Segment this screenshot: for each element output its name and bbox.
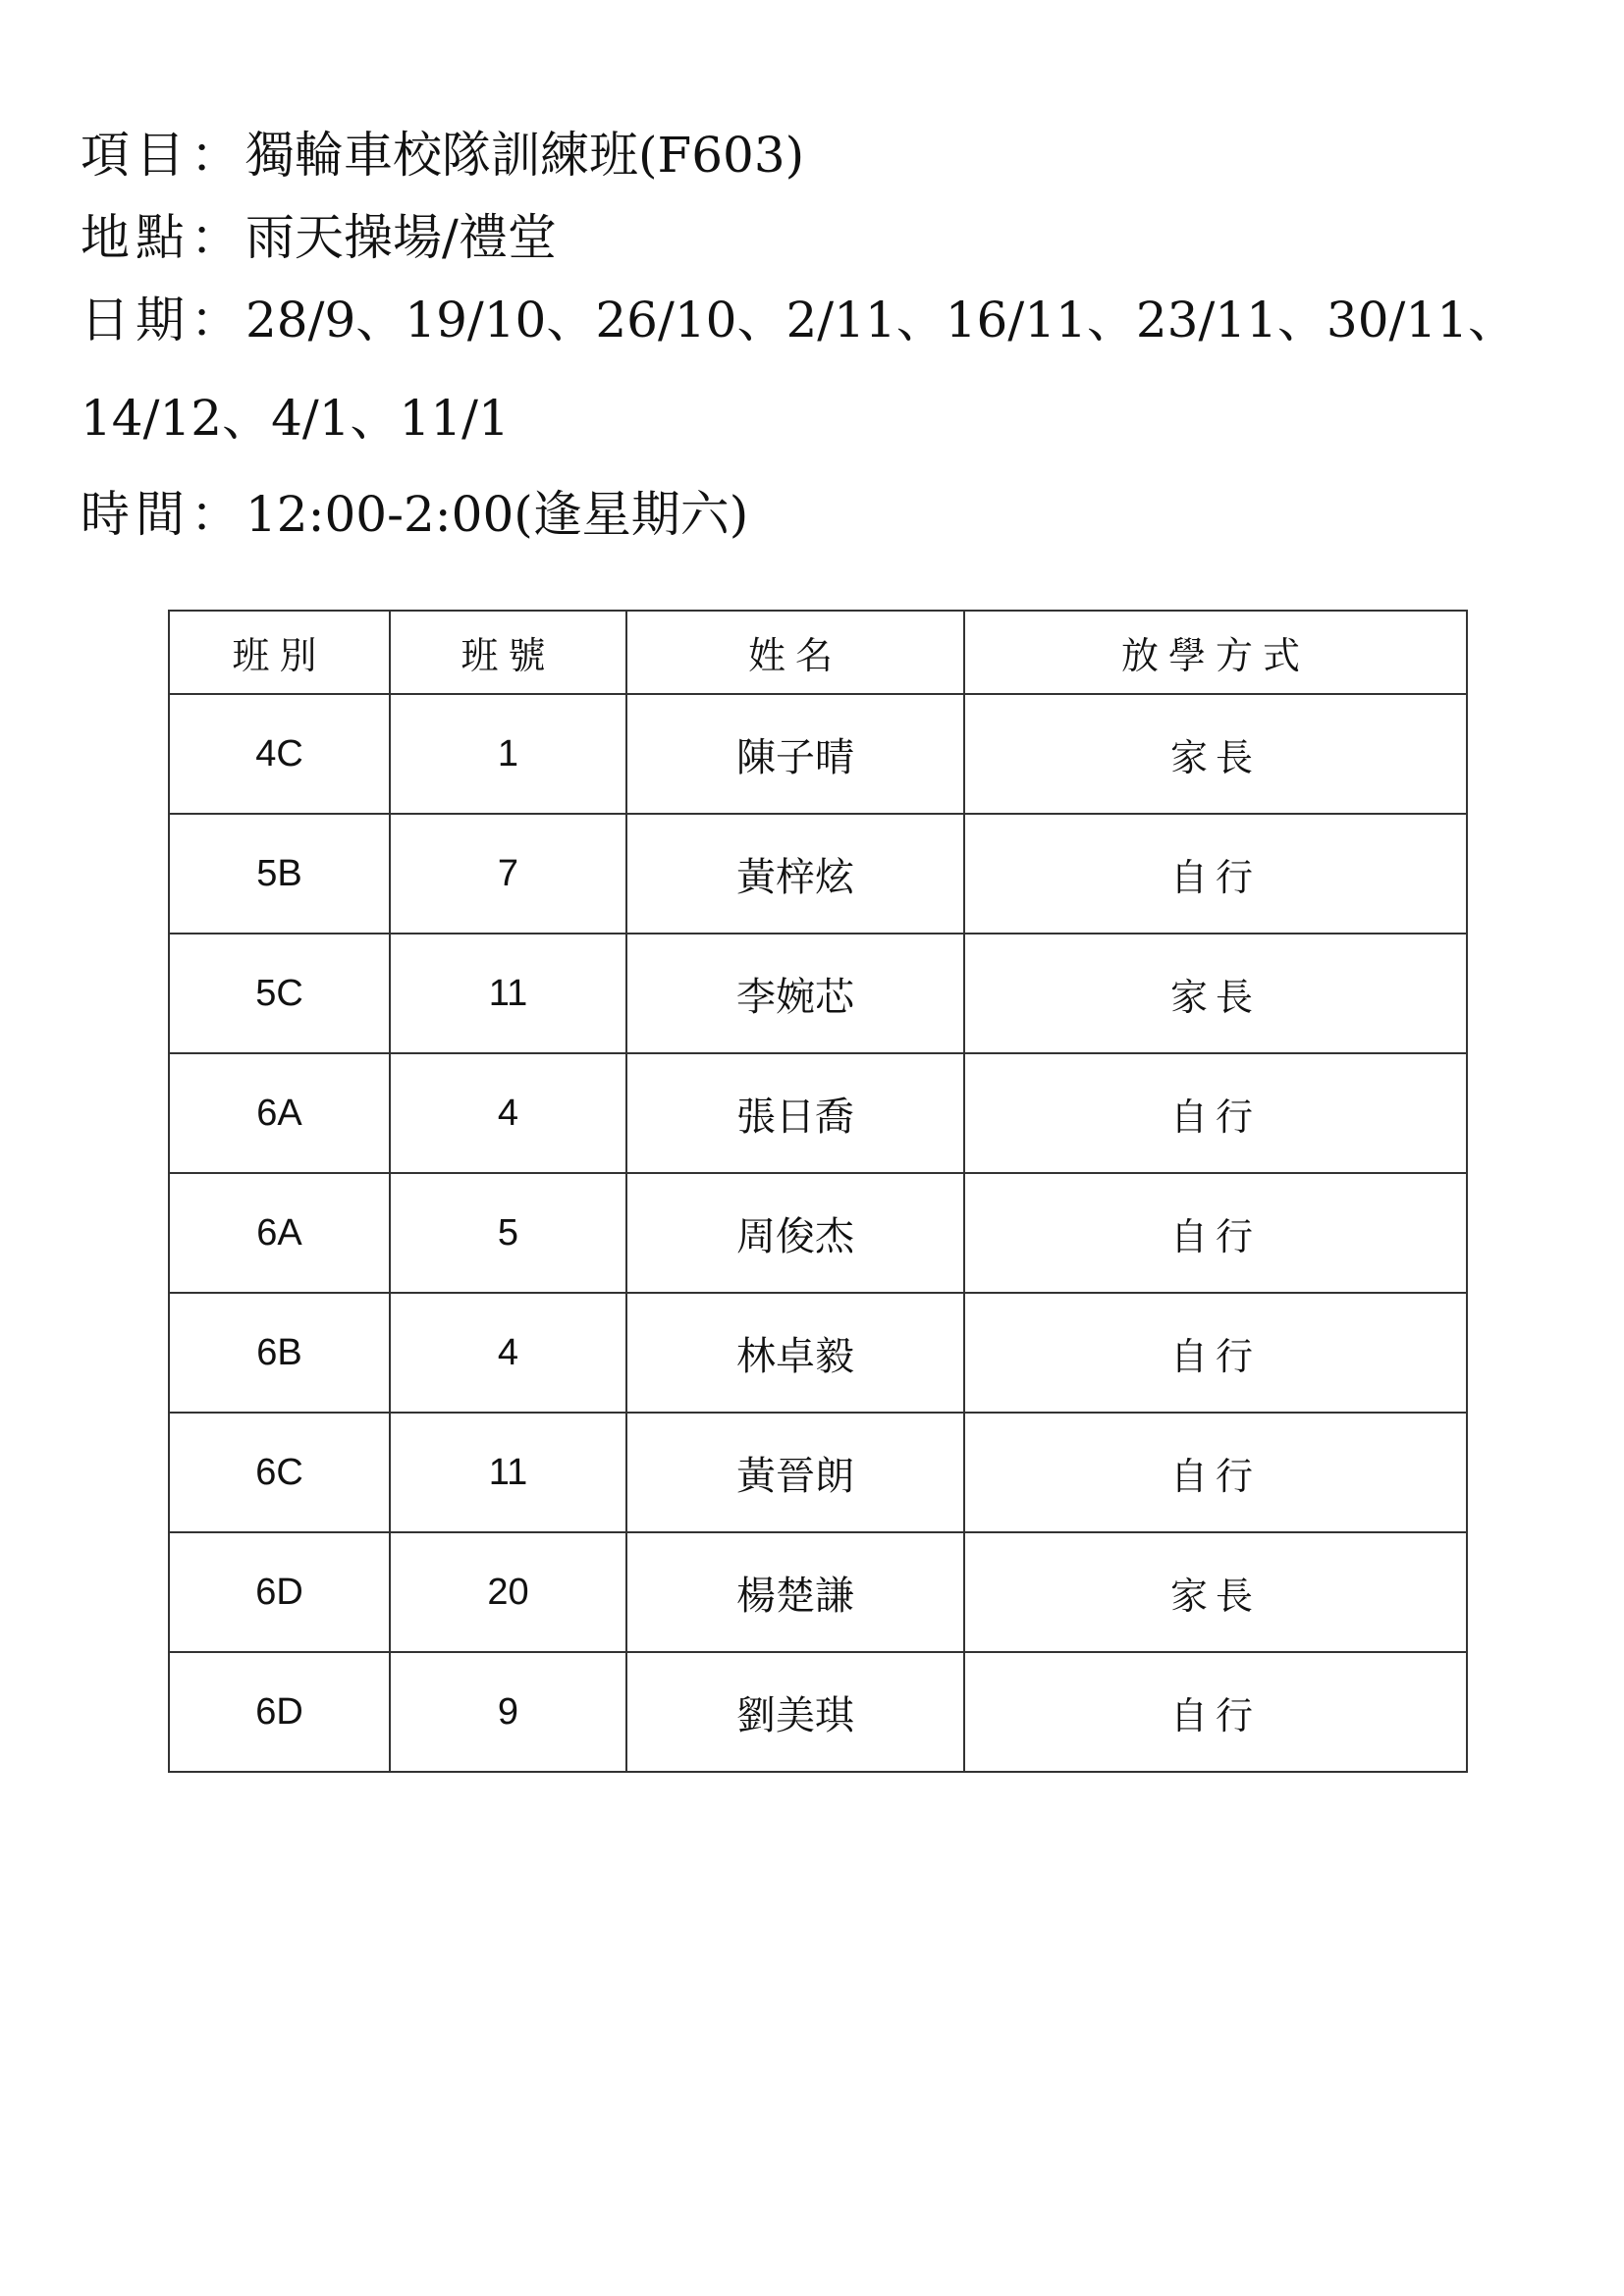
table-row xyxy=(169,1532,1467,1652)
table-row xyxy=(169,1293,1467,1413)
cell-number: 4 xyxy=(390,1053,626,1173)
cell-dismissal: 自行 xyxy=(964,1173,1467,1293)
location-value: 雨天操場/禮堂 xyxy=(245,209,557,266)
date-value-line1: 28/9、19/10、26/10、2/11、16/11、23/11、30/11、 xyxy=(245,292,1518,348)
cell-name: 楊楚謙 xyxy=(626,1532,964,1652)
roster-table xyxy=(168,610,1468,1773)
cell-name: 張日喬 xyxy=(626,1053,964,1173)
cell-number: 5 xyxy=(390,1173,626,1293)
project-value: 獨輪車校隊訓練班(F603) xyxy=(245,127,805,184)
cell-class: 6D xyxy=(169,1652,390,1772)
column-header-number: 班號 xyxy=(390,611,626,694)
table-row xyxy=(169,694,1467,814)
cell-dismissal: 自行 xyxy=(964,1413,1467,1532)
cell-class: 6D xyxy=(169,1532,390,1652)
table-row xyxy=(169,1173,1467,1293)
cell-number: 1 xyxy=(390,694,626,814)
cell-dismissal: 自行 xyxy=(964,814,1467,934)
table-row xyxy=(169,814,1467,934)
cell-dismissal: 自行 xyxy=(964,1652,1467,1772)
table-row xyxy=(169,1413,1467,1532)
column-header-name: 姓名 xyxy=(626,611,964,694)
project-label: 項目： xyxy=(81,127,245,184)
cell-class: 6C xyxy=(169,1413,390,1532)
cell-class: 6B xyxy=(169,1293,390,1413)
cell-dismissal: 自行 xyxy=(964,1053,1467,1173)
cell-dismissal: 家長 xyxy=(964,934,1467,1053)
cell-number: 11 xyxy=(390,934,626,1053)
cell-number: 20 xyxy=(390,1532,626,1652)
date-value-line2: 14/12、4/1、11/1 xyxy=(81,390,510,447)
column-header-class: 班別 xyxy=(169,611,390,694)
cell-dismissal: 家長 xyxy=(964,694,1467,814)
cell-class: 6A xyxy=(169,1053,390,1173)
cell-number: 7 xyxy=(390,814,626,934)
location-line xyxy=(81,208,1553,291)
column-header-dismissal: 放學方式 xyxy=(964,611,1467,694)
location-label: 地點： xyxy=(81,209,245,266)
cell-number: 11 xyxy=(390,1413,626,1532)
cell-number: 4 xyxy=(390,1293,626,1413)
time-line xyxy=(81,485,1553,544)
cell-name: 李婉芯 xyxy=(626,934,964,1053)
cell-name: 周俊杰 xyxy=(626,1173,964,1293)
cell-name: 黃梓炫 xyxy=(626,814,964,934)
cell-number: 9 xyxy=(390,1652,626,1772)
cell-name: 林卓毅 xyxy=(626,1293,964,1413)
cell-dismissal: 自行 xyxy=(964,1293,1467,1413)
cell-class: 5C xyxy=(169,934,390,1053)
time-value: 12:00-2:00(逢星期六) xyxy=(245,486,749,543)
document-header xyxy=(81,126,1553,544)
cell-name: 劉美琪 xyxy=(626,1652,964,1772)
cell-class: 6A xyxy=(169,1173,390,1293)
cell-dismissal: 家長 xyxy=(964,1532,1467,1652)
date-line-continued xyxy=(81,389,1553,485)
cell-name: 陳子晴 xyxy=(626,694,964,814)
cell-name: 黃晉朗 xyxy=(626,1413,964,1532)
table-row xyxy=(169,1053,1467,1173)
date-label: 日期： xyxy=(81,292,245,348)
cell-class: 4C xyxy=(169,694,390,814)
project-line xyxy=(81,126,1553,208)
table-row xyxy=(169,934,1467,1053)
time-label: 時間： xyxy=(81,486,245,543)
table-row xyxy=(169,1652,1467,1772)
cell-class: 5B xyxy=(169,814,390,934)
table-header-row xyxy=(169,611,1467,694)
date-line xyxy=(81,291,1553,389)
